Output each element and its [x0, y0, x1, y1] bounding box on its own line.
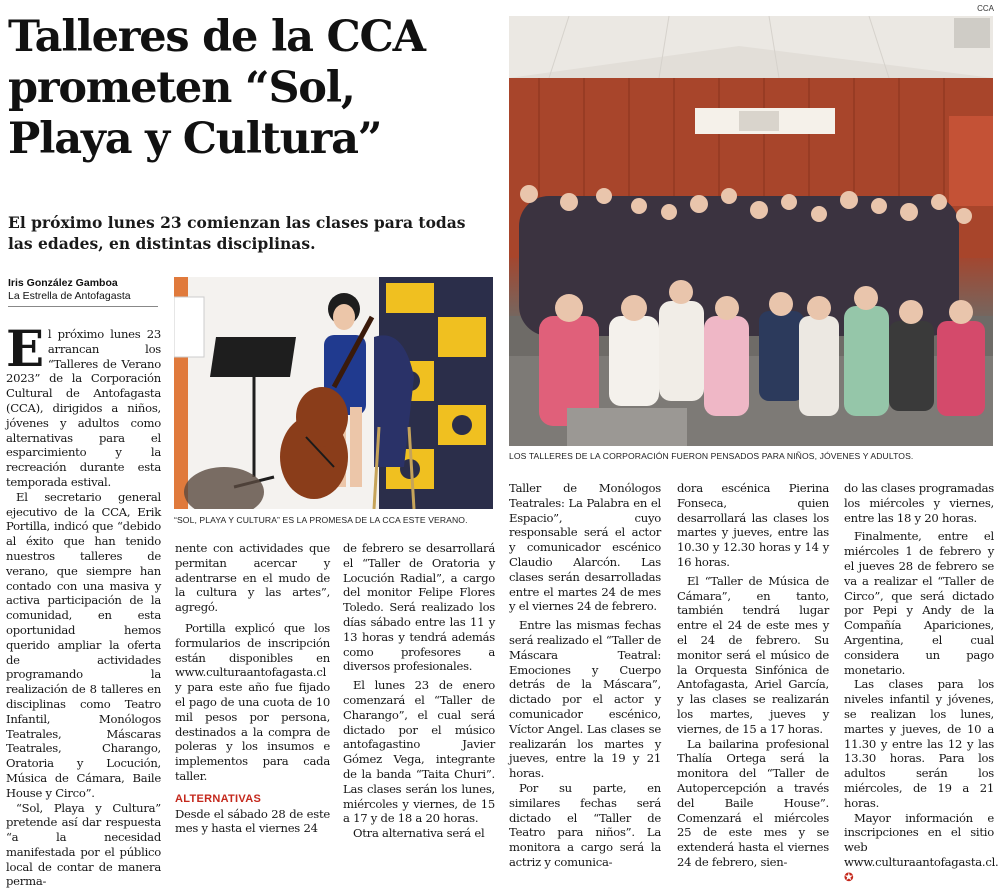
closing-paragraph: [844, 811, 994, 885]
lead-text: l próximo lunes 23 arrancan los “Talleres de Verano 2023” de la Corporación Cultural de Antofagasta (CCA), dirigidos a niños, jóvenes y adultos como alternativas para el esparcimiento y la recreación durante esta temporada estival.: [6, 327, 161, 489]
paragraph: Finalmente, entre el miércoles 1 de febrero y el jueves 28 de febrero se va a realizar el “Taller de Circo”, que será dictado por Pepi y Andy de la Compañía Apariciones, Argentina, el cual considera un pago monetario.: [844, 529, 994, 677]
section-tag: CCA: [977, 4, 994, 13]
lead-paragraph: [6, 327, 161, 490]
side-photo: [174, 277, 493, 509]
paragraph: Taller de Monólogos Teatrales: La Palabra en el Espacio”, cuyo responsable será el actor y comunicador escénico Claudio Alarcón. Las clases serán desarrolladas entre el martes 24 de mes y el viernes 24 de febrero.: [509, 481, 661, 614]
article-column-3: [343, 541, 495, 841]
paragraph: Por su parte, en similares fechas será dictado el “Taller de Teatro para niños”. La monitora a cargo será la actriz y comunica-: [509, 781, 661, 870]
byline: [8, 276, 158, 307]
article-column-6: [844, 481, 994, 885]
side-photo-caption: “SOL, PLAYA Y CULTURA” ES LA PROMESA DE LA CCA ESTE VERANO.: [174, 515, 493, 525]
paragraph: El secretario general ejecutivo de la CCA, Erik Portilla, indicó que “debido al éxito que han tenido nuestros talleres de verano, que siempre han contado con una masiva y activa participación de la comunidad, en esta oportunidad hemos querido ampliar la oferta de actividades programando la realización de 8 talleres en disciplinas como Teatro Infantil, Monólogos Teatrales, Máscaras Teatrales, Charango, Oratoria y Locución, Música de Cámara, Baile House y Circo”.: [6, 490, 161, 801]
article-column-1: [6, 327, 161, 889]
paragraph: Desde el sábado 28 de este mes y hasta el viernes 24: [175, 807, 330, 837]
article-column-5: [677, 481, 829, 870]
end-mark-icon: ✪: [844, 870, 853, 884]
paragraph: nente con actividades que permitan acercar y adentrarse en el mudo de la cultura y las artes”, agregó.: [175, 541, 330, 615]
article-column-4: [509, 481, 661, 870]
paragraph: do las clases programadas los miércoles y viernes, entre las 18 y 20 horas.: [844, 481, 994, 525]
paragraph: Las clases para los niveles infantil y jóvenes, se realizan los lunes, martes y jueves, de 10 a 11.30 y entre las 12 y las 13.30 horas. Para los adultos serán los miércoles, de 19 a 21 horas.: [844, 677, 994, 810]
paragraph: Otra alternativa será el: [343, 826, 495, 841]
main-photo-caption: LOS TALLERES DE LA CORPORACIÓN FUERON PENSADOS PARA NIÑOS, JÓVENES Y ADULTOS.: [509, 451, 993, 461]
paragraph: Entre las mismas fechas será realizado el “Taller de Máscara Teatral: Emociones y Cuerpo detrás de la Máscara”, dictado por el actor y comunicador escénico, Víctor Angel. Las clases se realizarán los martes y jueves, entre la 19 y 21 horas.: [509, 618, 661, 781]
dropcap: E: [6, 329, 44, 369]
paragraph: La bailarina profesional Thalía Ortega será la monitora del “Taller de Autopercepción a través del Baile House”. Comenzará el miércoles 25 de este mes y se extenderá hasta el viernes 24 de febrero, sien-: [677, 737, 829, 870]
paragraph: de febrero se desarrollará el “Taller de Oratoria y Locución Radial”, a cargo del monitor Felipe Flores Toledo. Será realizado los días sábado entre las 11 y 13 horas y tendrá además como profesores a diversos profesionales.: [343, 541, 495, 674]
paragraph: El “Taller de Música de Cámara”, en tanto, también tendrá lugar entre el 24 de este mes y el 24 de febrero. Su monitor será el músico de la Orquesta Sinfónica de Antofagasta, Ariel García, y las clases se realizarán los martes, jueves y viernes, de 15 a 17 horas.: [677, 574, 829, 737]
headline-line-3: Playa y Cultura”: [8, 114, 498, 165]
headline-line-1: Talleres de la CCA: [8, 12, 498, 63]
cello-photo-illustration: [174, 277, 493, 509]
author-name: Iris González Gamboa: [8, 276, 158, 290]
article-column-2: [175, 541, 330, 836]
paragraph: Portilla explicó que los formularios de inscripción están disponibles en www.culturaantofagasta.cl y para este año fue fijado el pago de una cuota de 10 mil pesos por persona, destinados a la compra de poleras y los insumos e implementos para cada taller.: [175, 621, 330, 784]
paragraph: dora escénica Pierina Fonseca, quien desarrollará las clases los martes y jueves, entre las 10.30 y 12.30 horas y 14 y 16 horas.: [677, 481, 829, 570]
author-publication: La Estrella de Antofagasta: [8, 290, 158, 303]
section-heading: ALTERNATIVAS: [175, 792, 330, 807]
paragraph: El lunes 23 de enero comenzará el “Taller de Charango”, el cual será dictado por el músico antofagastino Javier Gómez Vega, integrante de la banda “Taita Churi”. Las clases serán los lunes, miércoles y viernes, de 15 a 17 y de 18 a 20 horas.: [343, 678, 495, 826]
group-photo-illustration: [509, 16, 993, 446]
main-photo: [509, 16, 993, 446]
closing-text: Mayor información e inscripciones en el sitio web www.culturaantofagasta.cl.: [844, 811, 998, 869]
headline-line-2: prometen “Sol,: [8, 63, 498, 114]
subheadline: El próximo lunes 23 comienzan las clases para todas las edades, en distintas disciplinas.: [8, 212, 488, 254]
headline: [8, 12, 498, 165]
paragraph: “Sol, Playa y Cultura” pretende así dar respuesta “a la necesidad manifestada por el público local de contar de manera perma-: [6, 801, 161, 889]
